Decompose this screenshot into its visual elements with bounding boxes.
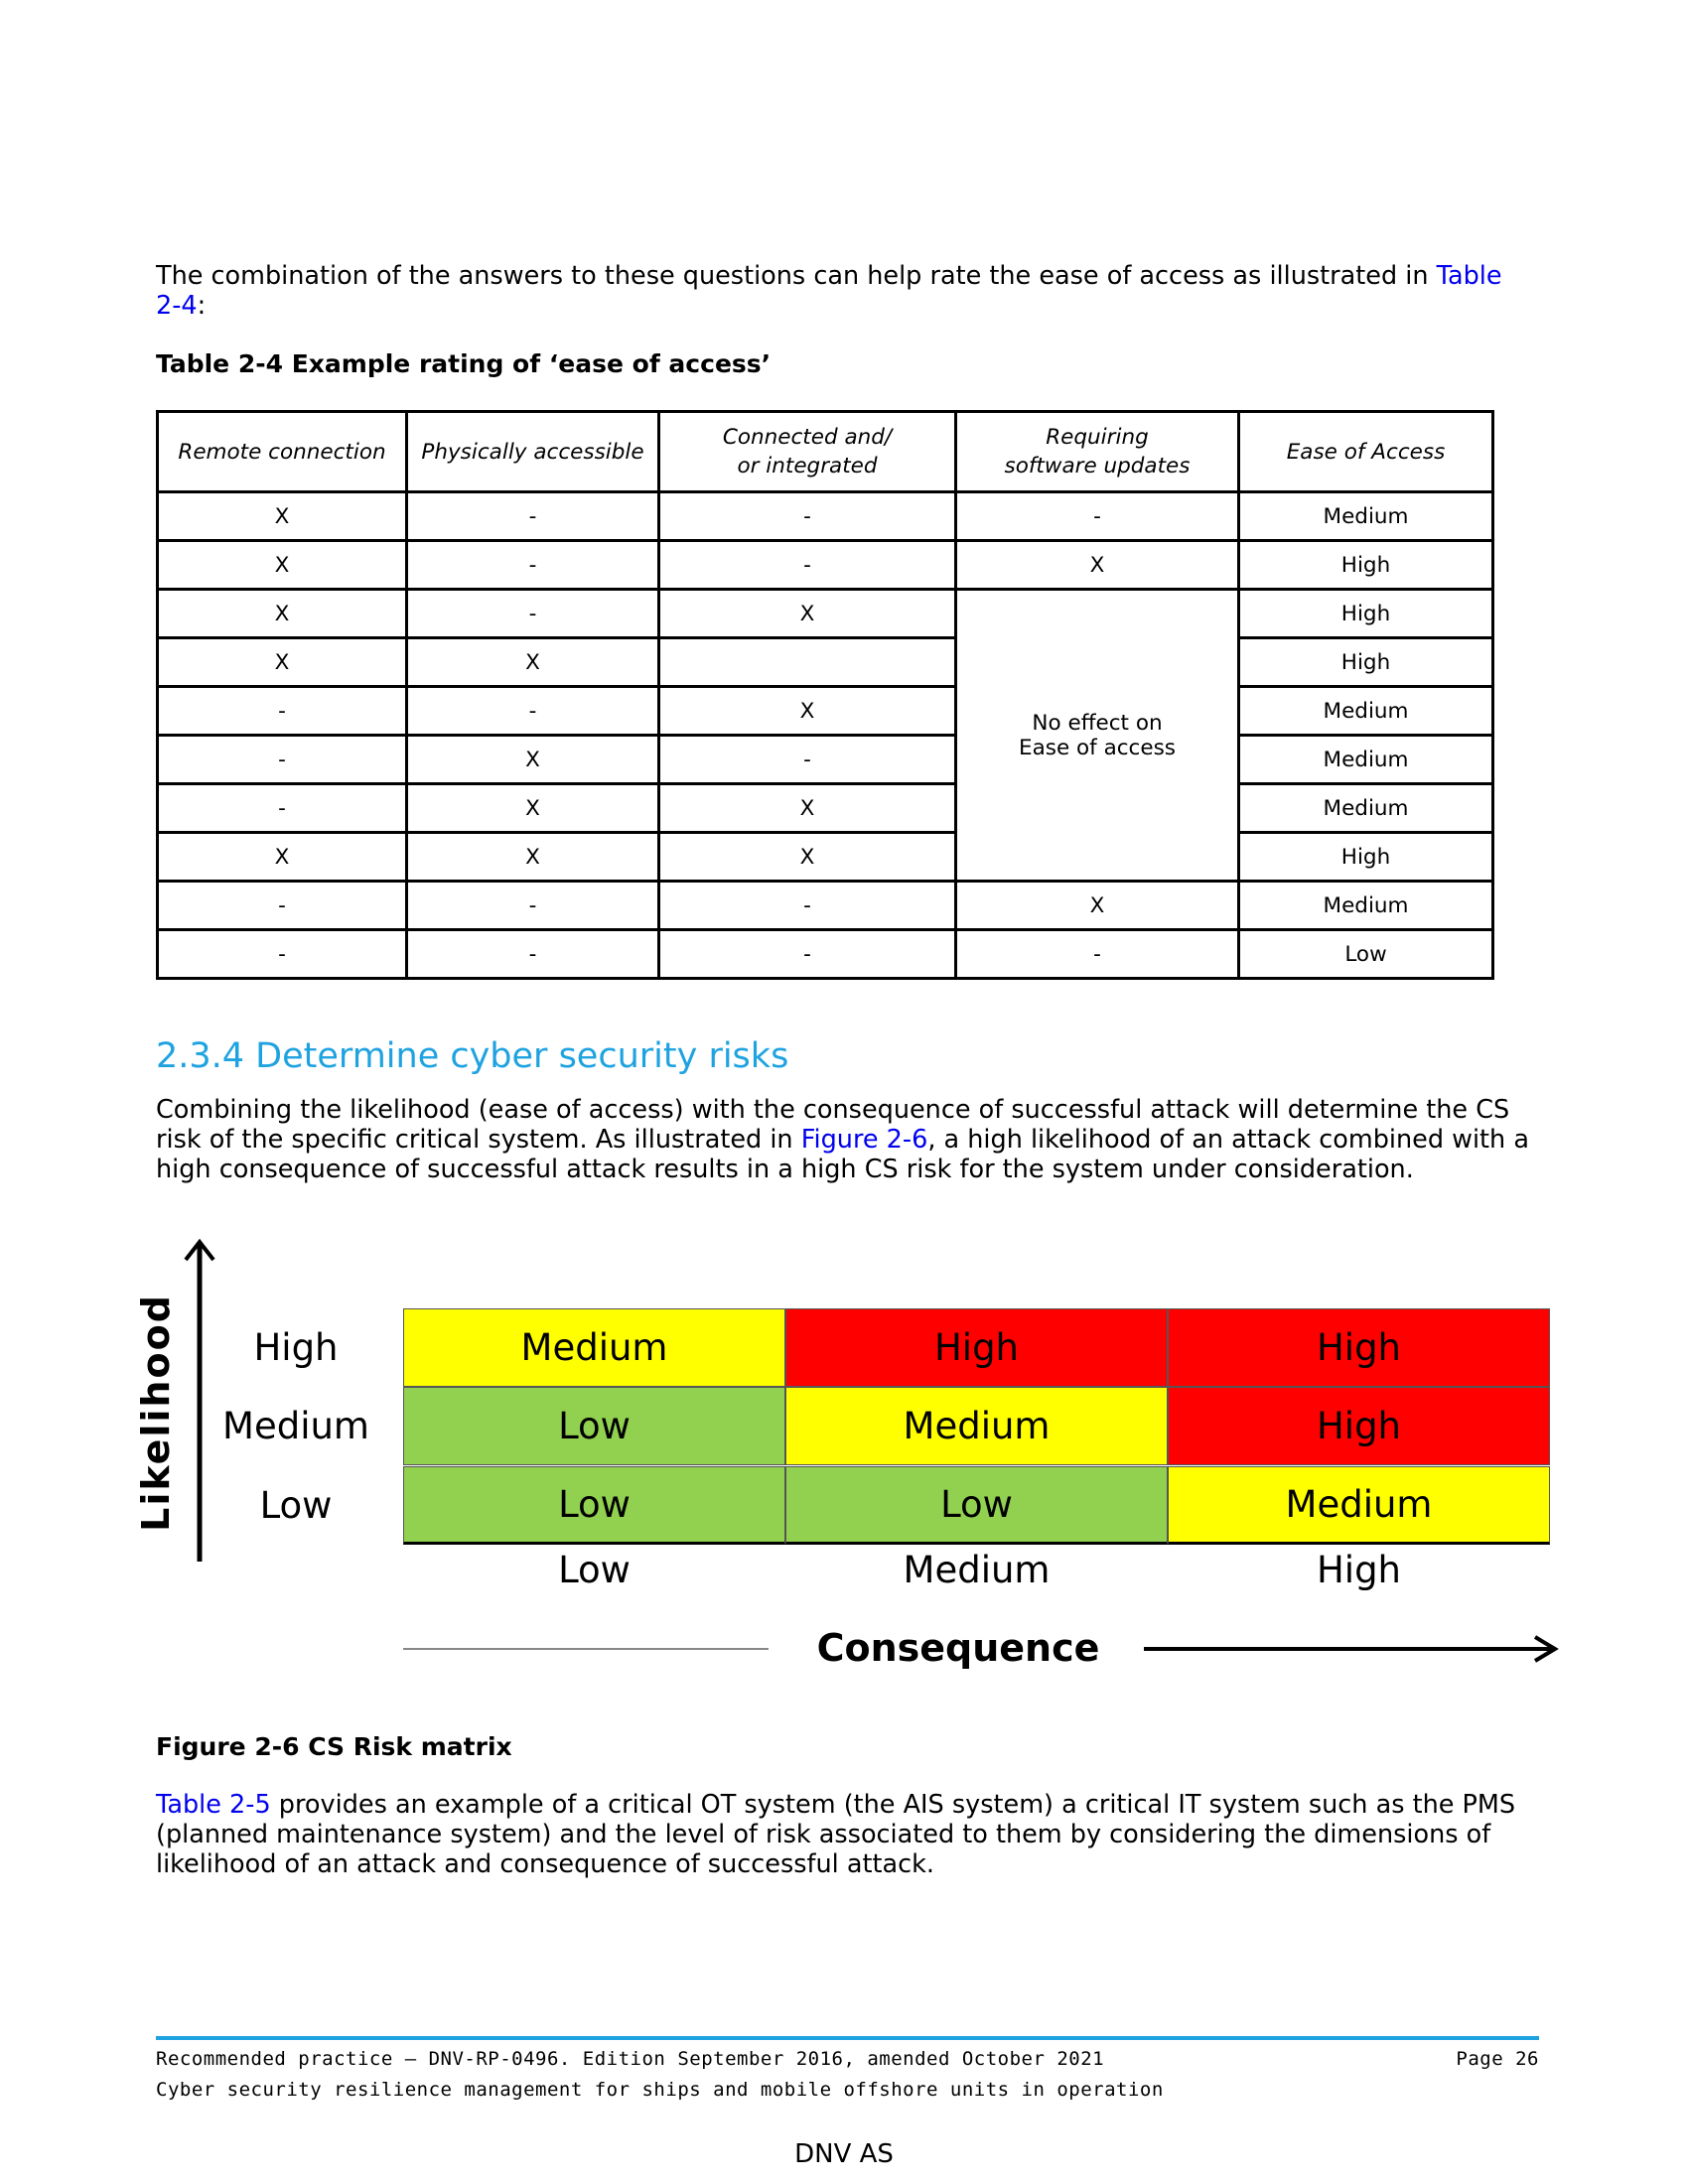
section-paragraph: Combining the likelihood (ease of access) with the consequence of successful attack will determine the CS risk of the specific critical system. As illustrated in Figure 2-6, a high likelihood of an attack combined with a high consequence of successful attack results in a high CS risk for the system under consideration. [156,1095,1529,1184]
table-2-5-link[interactable]: Table 2-5 [156,1790,271,1820]
matrix-cell: Medium [403,1308,785,1387]
figure-caption: Figure 2-6 CS Risk matrix [156,1732,512,1761]
table-row: X X X High [158,833,1493,882]
matrix-cell: Medium [1168,1466,1550,1545]
table-row: - - X Medium [158,687,1493,736]
table-row: X - - - Medium [158,492,1493,541]
footer-document-title: Cyber security resilience management for ships and mobile offshore units in operation [156,2079,1164,2101]
table-row: - X - Medium [158,736,1493,784]
ease-of-access-table [156,410,1494,980]
matrix-cell: High [1168,1387,1550,1465]
y-label-high: High [253,1326,339,1369]
matrix-cell: High [1168,1308,1550,1387]
y-label-low: Low [259,1484,333,1527]
figure-2-6-link[interactable]: Figure 2-6 [800,1125,928,1155]
x-label-low: Low [558,1549,631,1591]
table-2-4-link[interactable]: Table [1436,261,1502,291]
matrix-cell: Low [403,1466,785,1545]
table-2-4-link-cont[interactable]: 2-4 [156,291,198,321]
footer-company: DNV AS [794,2139,894,2169]
x-label-medium: Medium [903,1549,1051,1591]
y-label-medium: Medium [222,1405,369,1447]
header-ease-of-access: Ease of Access [1239,412,1493,492]
header-requiring-updates: Requiring software updates [956,412,1239,492]
header-physically-accessible: Physically accessible [407,412,659,492]
footer-divider [156,2036,1539,2040]
matrix-cell: Medium [785,1387,1168,1465]
x-axis-line [403,1648,769,1650]
matrix-cell: Low [403,1387,785,1465]
table-row: X - - X High [158,541,1493,590]
y-axis-title: Likelihood [134,1294,178,1532]
table-caption: Table 2-4 Example rating of ‘ease of access’ [156,349,772,378]
closing-paragraph: Table 2-5 provides an example of a critical OT system (the AIS system) a critical IT system such as the PMS (planned maintenance system) and the level of risk associated to them by considering the dimensions of likelihood of an attack and consequence of successful attack. [156,1790,1516,1879]
header-connected-integrated: Connected and/ or integrated [659,412,956,492]
section-heading: 2.3.4 Determine cyber security risks [156,1036,789,1076]
table-row: X X High [158,638,1493,687]
footer-document-info: Recommended practice — DNV-RP-0496. Edition September 2016, amended October 2021 [156,2048,1105,2070]
table-row: - - - - Low [158,930,1493,979]
merged-no-effect-cell: No effect on Ease of access [956,590,1239,882]
matrix-cell: High [785,1308,1168,1387]
table-row: X - X No effect on Ease of access High [158,590,1493,638]
intro-paragraph: The combination of the answers to these questions can help rate the ease of access as illustrated in Table 2-4: [156,261,1502,321]
table-row: - - - X Medium [158,882,1493,930]
x-axis-title: Consequence [816,1626,1100,1670]
header-remote-connection: Remote connection [158,412,407,492]
table-header-row [158,412,1493,492]
x-label-high: High [1316,1549,1402,1591]
x-axis-arrow-icon [1142,1633,1559,1665]
matrix-cell: Low [785,1466,1168,1545]
table-row: - X X Medium [158,784,1493,833]
footer-page-number: Page 26 [1456,2048,1539,2070]
